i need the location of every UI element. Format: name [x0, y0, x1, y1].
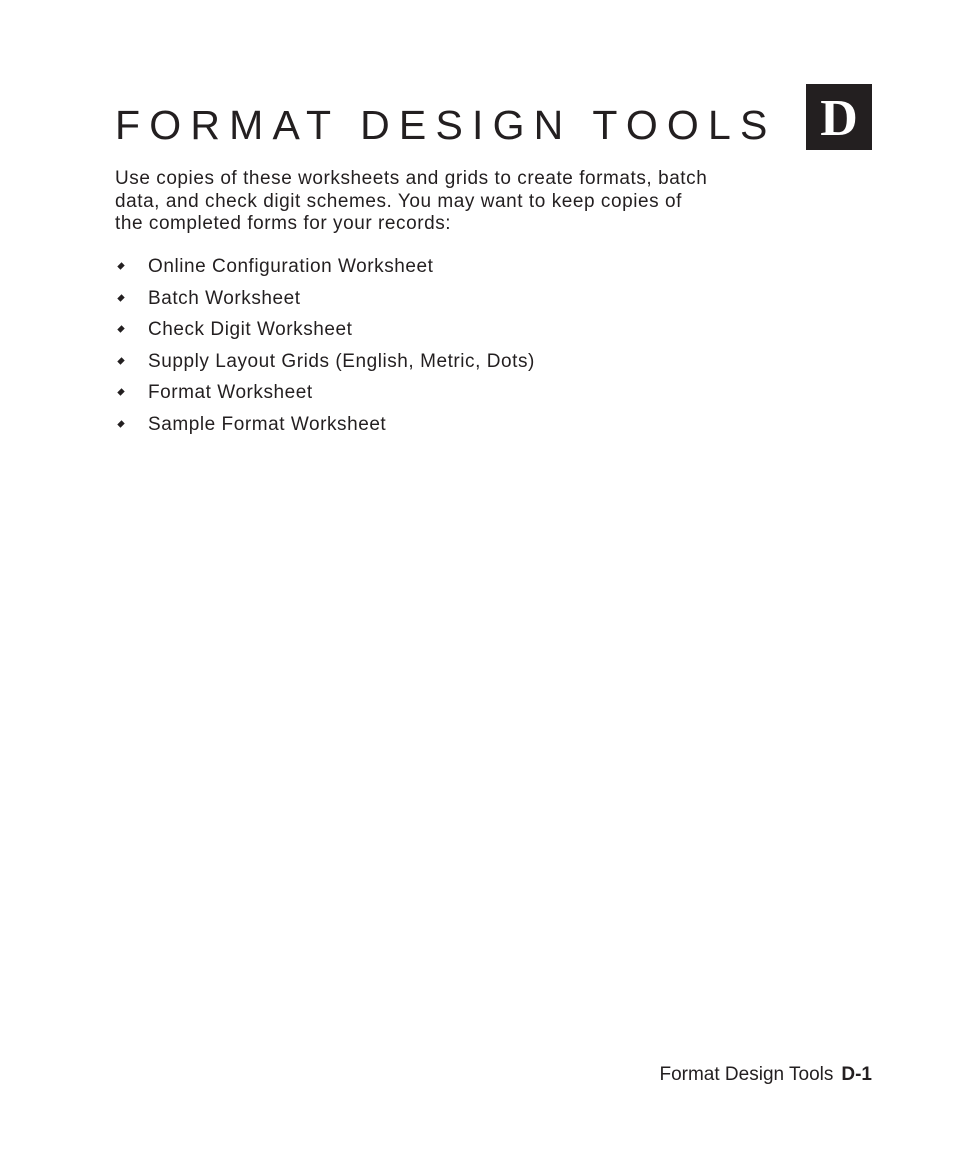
- intro-paragraph: [115, 168, 795, 236]
- chapter-tab: [806, 84, 872, 150]
- footer-section-title: Format Design Tools: [659, 1064, 834, 1085]
- intro-line: Use copies of these worksheets and grids to create formats, batch: [115, 168, 708, 189]
- list-item-text: Batch Worksheet: [148, 287, 301, 309]
- list-item-text: Online Configuration Worksheet: [148, 256, 434, 277]
- diamond-bullet-icon: [117, 325, 124, 332]
- diamond-bullet-icon: [117, 420, 124, 427]
- list-item-text: Check Digit Worksheet: [148, 319, 353, 340]
- diamond-bullet-icon: [117, 294, 124, 301]
- intro-line: the completed forms for your records:: [115, 213, 452, 234]
- chapter-letter: D: [820, 90, 858, 147]
- diamond-bullet-icon: [117, 262, 124, 269]
- page-title: FORMAT DESIGN TOOLS: [115, 102, 777, 148]
- page-footer: [659, 1063, 872, 1087]
- list-item-text: Sample Format Worksheet: [148, 413, 387, 435]
- list-item-text: Supply Layout Grids (English, Metric, Dots): [148, 350, 535, 372]
- page-number: D-1: [841, 1064, 872, 1085]
- intro-line: data, and check digit schemes. You may want to keep copies of: [115, 190, 682, 212]
- diamond-bullet-icon: [117, 388, 124, 395]
- diamond-bullet-icon: [117, 357, 124, 364]
- list-item-text: Format Worksheet: [148, 382, 313, 403]
